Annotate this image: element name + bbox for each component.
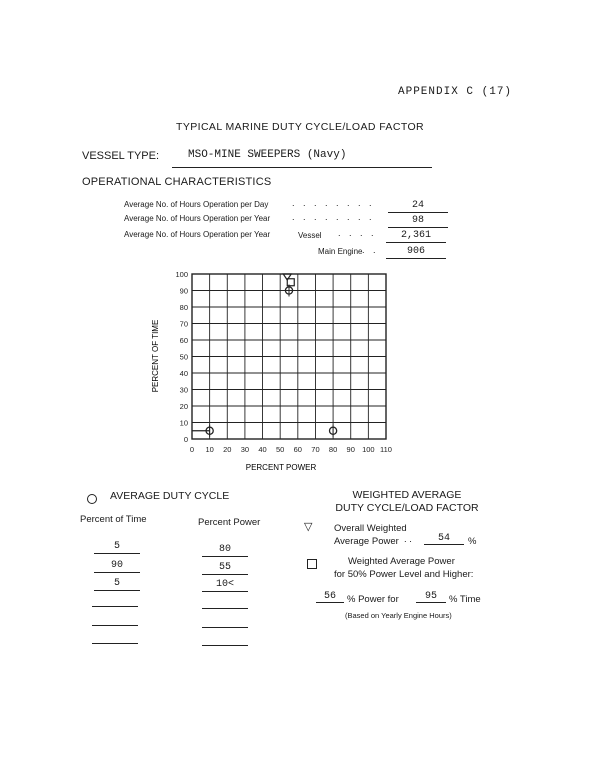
x-tick-label: 80: [328, 445, 338, 454]
high-power-percent-value: 56: [316, 591, 344, 603]
y-tick-label: 30: [179, 385, 188, 395]
power-cell: 10<: [202, 578, 248, 592]
x-tick-label: 30: [240, 445, 250, 454]
circle-marker-icon: [87, 494, 97, 504]
y-tick-label: 0: [183, 435, 188, 444]
overall-weighted-value: 54: [424, 533, 464, 545]
weighted-heading-line2: DUTY CYCLE/LOAD FACTOR: [335, 502, 479, 514]
hours-per-year-label: Average No. of Hours Operation per Year: [124, 214, 271, 223]
vessel-hours-value: 2,361: [386, 230, 446, 243]
y-tick-label: 70: [179, 319, 188, 329]
duty-cycle-heading: AVERAGE DUTY CYCLE: [110, 490, 230, 502]
x-axis-label: PERCENT POWER: [245, 463, 317, 472]
time-cell: 5: [94, 577, 140, 591]
leader-dots: . .: [362, 245, 379, 255]
main-engine-hours-value: 906: [386, 246, 446, 259]
weighted-heading-line1: WEIGHTED AVERAGE: [352, 489, 462, 501]
leader-dots: . . . .: [338, 228, 377, 238]
x-tick-label: 50: [276, 445, 285, 454]
leader-dots: . . . . . . . .: [292, 198, 375, 208]
percent-power-header: Percent Power: [198, 517, 261, 528]
time-cell: [92, 593, 138, 607]
duty-cycle-legend: [87, 491, 97, 509]
y-axis-label: PERCENT OF TIME: [151, 319, 160, 393]
x-tick-label: 100: [362, 445, 375, 454]
x-tick-label: 0: [189, 445, 195, 454]
y-tick-label: 90: [179, 286, 188, 296]
x-tick-label: 90: [346, 445, 355, 454]
leader-dots: . .: [404, 534, 412, 545]
y-tick-label: 60: [179, 336, 188, 345]
y-tick-label: 10: [179, 418, 188, 428]
vessel-type-label: VESSEL TYPE:: [82, 150, 160, 162]
x-tick-label: 70: [311, 445, 320, 454]
high-power-weighted-marker: [287, 279, 294, 286]
hours-per-day-value: 24: [388, 200, 448, 213]
chart-grid: [192, 274, 386, 439]
power-for-text: % Power for: [347, 594, 399, 605]
x-axis-ticks: [190, 445, 392, 454]
y-tick-label: 80: [179, 303, 188, 312]
overall-weighted-line2: Average Power: [334, 536, 399, 547]
square-marker-icon: [307, 556, 317, 574]
x-tick-label: 20: [223, 445, 232, 454]
triangle-marker-icon: ▽: [304, 521, 313, 533]
power-cell: [202, 595, 248, 609]
high-power-time-value: 95: [416, 591, 446, 603]
power-cell: [202, 632, 248, 646]
vessel-sub-label: Vessel: [298, 231, 322, 240]
x-tick-label: 110: [380, 445, 392, 454]
y-tick-label: 50: [179, 352, 188, 362]
overall-weighted-line1: Overall Weighted: [334, 523, 407, 534]
hours-per-year-value: 98: [388, 215, 448, 228]
appendix-label: APPENDIX C (17): [398, 86, 513, 98]
vessel-type-value: MSO-MINE SWEEPERS (Navy): [188, 149, 347, 161]
main-engine-sub-label: Main Engine: [318, 247, 363, 256]
chart-marks: [192, 274, 337, 437]
overall-weighted-unit: %: [468, 536, 477, 547]
power-cell: [202, 614, 248, 628]
x-tick-label: 10: [205, 445, 214, 454]
page-title: TYPICAL MARINE DUTY CYCLE/LOAD FACTOR: [176, 121, 424, 133]
time-cell: 90: [94, 559, 140, 573]
leader-dots: . . . . . . . .: [292, 212, 375, 222]
time-text: % Time: [449, 594, 481, 605]
y-tick-label: 100: [175, 270, 188, 279]
y-axis-ticks: [175, 270, 188, 444]
time-cell: [92, 612, 138, 626]
high-power-line2: for 50% Power Level and Higher:: [334, 569, 474, 580]
time-cell: 5: [94, 540, 140, 554]
x-tick-label: 60: [293, 445, 302, 454]
basis-note: (Based on Yearly Engine Hours): [345, 611, 452, 620]
operational-heading: OPERATIONAL CHARACTERISTICS: [82, 176, 272, 188]
y-tick-label: 20: [179, 402, 188, 411]
hours-per-day-label: Average No. of Hours Operation per Day: [124, 200, 269, 209]
vessel-type-underline: [172, 167, 432, 168]
y-tick-label: 40: [179, 369, 188, 378]
duty-cycle-chart: [140, 262, 400, 476]
high-power-line1: Weighted Average Power: [348, 556, 455, 567]
time-cell: [92, 630, 138, 644]
x-tick-label: 40: [258, 445, 267, 454]
hours-per-year-label-2: Average No. of Hours Operation per Year: [124, 230, 271, 239]
power-cell: 80: [202, 543, 248, 557]
power-cell: 55: [202, 561, 248, 575]
percent-time-header: Percent of Time: [80, 514, 147, 525]
